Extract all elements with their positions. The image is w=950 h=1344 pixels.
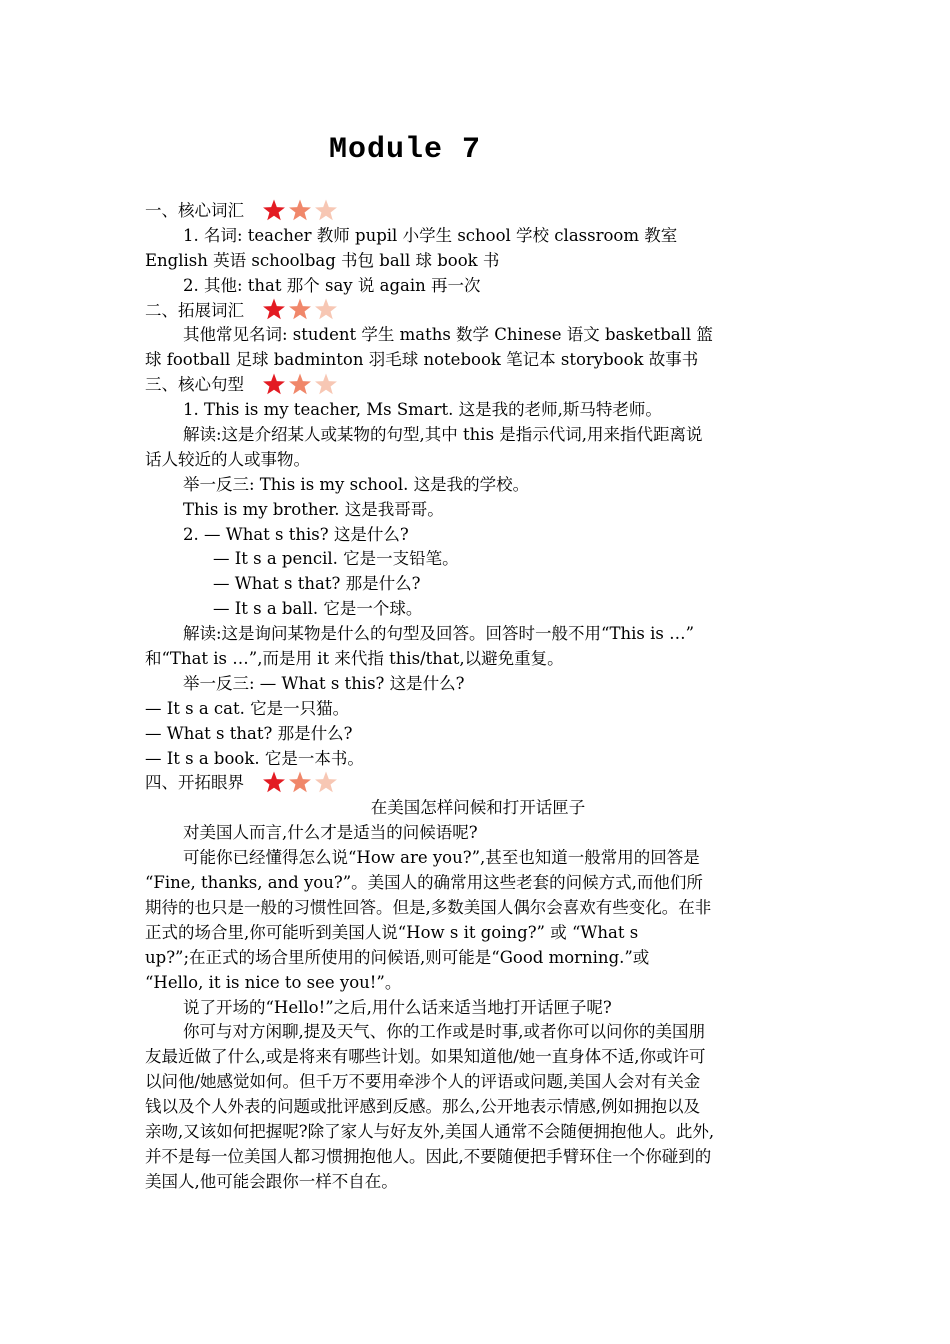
text-line [145, 921, 811, 946]
text-line [145, 572, 811, 597]
text-line [145, 697, 811, 722]
section-heading [145, 199, 811, 224]
line-text: 其他常见名词: student 学生 maths 数学 Chinese 语文 basketball 篮 [183, 325, 713, 345]
text-line [145, 1120, 811, 1145]
line-text: 以问他/她感觉如何。但千万不要用牵涉个人的评语或问题,美国人会对有关金 [145, 1072, 701, 1092]
line-text: 钱以及个人外表的问题或批评感到反感。那么,公开地表示情感,例如拥抱以及 [145, 1097, 700, 1117]
line-text: — It s a book. 它是一本书。 [145, 748, 364, 768]
line-text: “Fine, thanks, and you?”。美国人的确常用这些老套的问候方式,而他们所 [145, 873, 703, 893]
text-line [145, 323, 811, 348]
line-text: 三、核心句型 [145, 375, 244, 395]
difficulty-stars [262, 297, 340, 321]
line-text: — It s a ball. 它是一个球。 [213, 599, 423, 619]
subsection-title [145, 796, 811, 821]
text-line [145, 1020, 811, 1045]
line-text: 球 football 足球 badminton 羽毛球 notebook 笔记本 storybook 故事书 [145, 350, 699, 370]
star-icon [263, 373, 285, 394]
line-text: 举一反三: — What s this? 这是什么? [183, 673, 465, 693]
text-line [145, 747, 811, 772]
text-line [145, 722, 811, 747]
line-text: 一、核心词汇 [145, 201, 244, 220]
line-text: 举一反三: This is my school. 这是我的学校。 [183, 474, 530, 494]
line-text: 对美国人而言,什么才是适当的问候语呢? [183, 823, 478, 843]
line-text: 亲吻,又该如何把握呢?除了家人与好友外,美国人通常不会随便拥抱他人。此外, [145, 1121, 715, 1141]
line-text: 2. 其他: that 那个 say 说 again 再一次 [183, 275, 481, 295]
line-text: English 英语 schoolbag 书包 ball 球 book 书 [145, 250, 500, 270]
difficulty-stars [262, 372, 340, 396]
line-text: up?”;在正式的场合里所使用的问候语,则可能是“Good morning.”或 [145, 947, 650, 967]
text-line [145, 274, 811, 299]
text-line [145, 498, 811, 523]
text-line [145, 622, 811, 647]
text-line [145, 398, 811, 423]
text-line [145, 249, 811, 274]
line-text: 友最近做了什么,或是将来有哪些计划。如果知道他/她一直身体不适,你或许可 [145, 1047, 706, 1067]
text-line [145, 1045, 811, 1070]
star-icon [289, 299, 311, 320]
text-line [145, 871, 811, 896]
star-icon [289, 771, 311, 792]
text-line [145, 647, 811, 672]
text-line [145, 672, 811, 697]
section-heading [145, 299, 811, 324]
line-text: 美国人,他可能会跟你一样不自在。 [145, 1171, 398, 1191]
text-line [145, 1145, 811, 1170]
text-line [145, 971, 811, 996]
section-heading [145, 771, 811, 796]
text-line [145, 597, 811, 622]
line-text: 你可与对方闲聊,提及天气、你的工作或是时事,或者你可以问你的美国朋 [183, 1022, 705, 1042]
line-text: — What s that? 那是什么? [145, 723, 353, 743]
line-text: 可能你已经懂得怎么说“How are you?”,甚至也知道一般常用的回答是 [183, 848, 700, 868]
line-text: 正式的场合里,你可能听到美国人说“How s it going?” 或 “What s [145, 922, 639, 942]
star-icon [315, 771, 337, 792]
text-line [145, 1170, 811, 1195]
text-line [145, 224, 811, 249]
page-title: Module 7 [328, 133, 482, 167]
text-line [145, 896, 811, 921]
line-text: — It s a pencil. 它是一支铅笔。 [213, 549, 459, 569]
text-line [145, 996, 811, 1021]
line-text: — What s that? 那是什么? [213, 574, 421, 594]
star-icon [289, 199, 311, 220]
line-text: 和“That is …”,而是用 it 来代指 this/that,以避免重复。 [145, 649, 564, 669]
line-text: 1. This is my teacher, Ms Smart. 这是我的老师,斯马特老师。 [183, 400, 662, 420]
line-text: 1. 名词: teacher 教师 pupil 小学生 school 学校 classroom 教室 [183, 225, 678, 245]
text-line [145, 423, 811, 448]
line-text: “Hello, it is nice to see you!”。 [145, 972, 402, 992]
star-icon [315, 199, 337, 220]
line-text: 解读:这是介绍某人或某物的句型,其中 this 是指示代词,用来指代距离说 [183, 425, 703, 445]
difficulty-stars [262, 770, 340, 794]
text-line [145, 821, 811, 846]
rating-stars-icon [262, 372, 340, 396]
text-line [145, 1095, 811, 1120]
star-icon [263, 199, 285, 220]
line-text: 期待的也只是一般的习惯性回答。但是,多数美国人偶尔会喜欢有些变化。在非 [145, 897, 712, 917]
text-line [145, 448, 811, 473]
difficulty-stars [262, 198, 340, 222]
text-line [145, 547, 811, 572]
text-line [145, 946, 811, 971]
line-text: 四、开拓眼界 [145, 773, 244, 793]
text-line [145, 473, 811, 498]
line-text: 二、拓展词汇 [145, 300, 244, 320]
star-icon [263, 771, 285, 792]
rating-stars-icon [262, 770, 340, 794]
line-text: 2. — What s this? 这是什么? [183, 524, 409, 544]
section-heading [145, 373, 811, 398]
line-text: 解读:这是询问某物是什么的句型及回答。回答时一般不用“This is …” [183, 624, 695, 644]
text-line [145, 348, 811, 373]
line-text: 在美国怎样问候和打开话匣子 [370, 798, 586, 818]
line-text: 话人较近的人或事物。 [145, 449, 310, 469]
line-text: This is my brother. 这是我哥哥。 [183, 499, 444, 519]
text-line [145, 523, 811, 548]
rating-stars-icon [262, 198, 340, 222]
line-text: 并不是每一位美国人都习惯拥抱他人。因此,不要随便把手臂环住一个你碰到的 [145, 1146, 712, 1166]
text-line [145, 846, 811, 871]
star-icon [263, 299, 285, 320]
line-text: — It s a cat. 它是一只猫。 [145, 698, 350, 718]
text-line [145, 1070, 811, 1095]
star-icon [315, 373, 337, 394]
document-lines [145, 199, 811, 1195]
rating-stars-icon [262, 297, 340, 321]
star-icon [289, 373, 311, 394]
line-text: 说了开场的“Hello!”之后,用什么话来适当地打开话匣子呢? [183, 997, 612, 1017]
star-icon [315, 299, 337, 320]
